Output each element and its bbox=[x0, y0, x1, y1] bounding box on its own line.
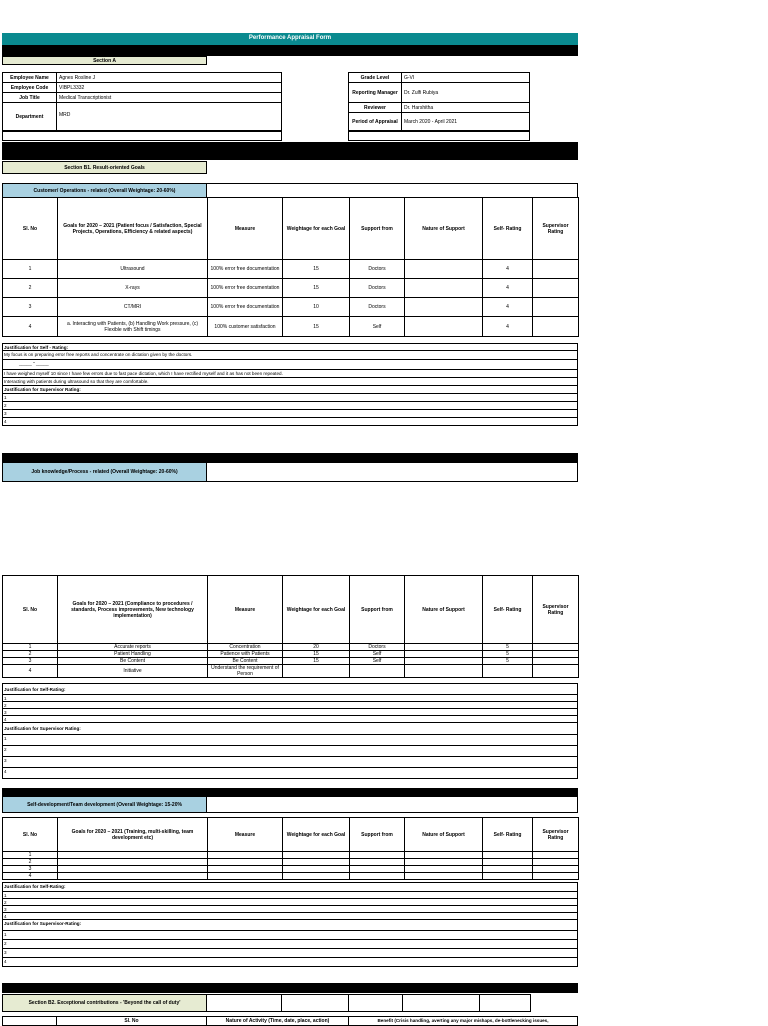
list-item: 3 bbox=[2, 757, 578, 768]
col-support: Support from bbox=[350, 198, 405, 260]
b2-col-benefit: Benefit (Crisis handling, averting any major mishaps, de-bottlenecking issues, bbox=[348, 1016, 578, 1026]
col-slno: Sl. No bbox=[3, 198, 58, 260]
table-row bbox=[3, 859, 579, 866]
row-weight: 15 bbox=[283, 651, 350, 658]
section-b2-label: Section B2. Exceptional contributions - 'Beyond the call of duty' bbox=[2, 994, 207, 1012]
b2-col-nature: Nature of Activity (Time, date, place, action) bbox=[206, 1016, 349, 1026]
row-measure: Understand the requirement of Person bbox=[208, 665, 283, 678]
row-goal: CT/MRI bbox=[58, 298, 208, 317]
col-supervisor: Supervisor Rating bbox=[533, 198, 579, 260]
row-goal: Initiative bbox=[58, 665, 208, 678]
table-row bbox=[3, 873, 579, 880]
row-no: 4 bbox=[3, 873, 58, 880]
section-a-label: Section A bbox=[2, 56, 207, 65]
reviewer-value: Dr. Harshitha bbox=[401, 102, 530, 113]
form-title: Performance Appraisal Form bbox=[2, 33, 578, 45]
list-item: 1 bbox=[2, 931, 578, 940]
row-measure: 100% error free documentation bbox=[208, 279, 283, 298]
row-goal: Accurate reports bbox=[58, 644, 208, 651]
col-goals: Goals for 2020 – 2021 (Training, multi-skilling, team development etc) bbox=[58, 818, 208, 852]
col-slno: Sl. No bbox=[3, 818, 58, 852]
just-sup-label: Justification for Supervisor Rating: bbox=[2, 723, 578, 735]
row-measure: Patience with Patients bbox=[208, 651, 283, 658]
row-nature bbox=[405, 317, 483, 337]
list-item: 3 bbox=[2, 709, 578, 716]
row-supervisor bbox=[533, 651, 579, 658]
col-self: Self- Rating bbox=[483, 818, 533, 852]
col-self: Self- Rating bbox=[483, 576, 533, 644]
divider-bar bbox=[2, 142, 578, 160]
row-self: 4 bbox=[483, 298, 533, 317]
row-weight: 15 bbox=[283, 260, 350, 279]
row-self: 4 bbox=[483, 317, 533, 337]
table-row bbox=[3, 317, 579, 337]
divider-bar bbox=[2, 788, 578, 796]
row-nature bbox=[405, 644, 483, 651]
row-self: 5 bbox=[483, 651, 533, 658]
period-value: March 2020 - April 2021 bbox=[401, 112, 530, 132]
col-nature: Nature of Support bbox=[405, 576, 483, 644]
col-weightage: Weightage for each Goal bbox=[283, 818, 350, 852]
col-weightage: Weightage for each Goal bbox=[283, 198, 350, 260]
employee-code-label: Employee Code bbox=[2, 82, 57, 93]
blank-cell bbox=[402, 994, 480, 1012]
row-nature bbox=[405, 658, 483, 665]
list-item: 3 bbox=[2, 906, 578, 913]
self-dev-label: Self-development/Team development (Overall Weightage: 15-20% bbox=[2, 796, 207, 813]
reporting-manager-value: Dr. Zulfi Rubiya bbox=[401, 82, 530, 103]
just-self-label: Justification for Self - Rating: bbox=[2, 343, 578, 351]
justification-block-1 bbox=[2, 343, 578, 426]
list-item: 4 bbox=[2, 958, 578, 967]
grade-level-value: G-VI bbox=[401, 72, 530, 83]
divider-bar bbox=[2, 45, 578, 56]
row-supervisor bbox=[533, 317, 579, 337]
row-support: Self bbox=[350, 651, 405, 658]
table-row bbox=[3, 298, 579, 317]
reporting-manager-label: Reporting Manager bbox=[348, 82, 402, 103]
col-goals: Goals for 2020 – 2021 (Patient focus / Satisfaction, Special Projects, Operations, Efficiency & related aspects) bbox=[58, 198, 208, 260]
b2-blank bbox=[2, 1016, 57, 1026]
row-support: Doctors bbox=[350, 298, 405, 317]
col-measure: Measure bbox=[208, 576, 283, 644]
row-supervisor bbox=[533, 298, 579, 317]
col-weightage: Weightage for each Goal bbox=[283, 576, 350, 644]
reviewer-label: Reviewer bbox=[348, 102, 402, 113]
table-row bbox=[3, 658, 579, 665]
list-item: 1 bbox=[2, 394, 578, 402]
row-measure: 100% error free documentation bbox=[208, 298, 283, 317]
row-support bbox=[350, 665, 405, 678]
table-row bbox=[3, 651, 579, 658]
just-self-label: Justification for Self-Rating: bbox=[2, 882, 578, 892]
row-weight: 15 bbox=[283, 658, 350, 665]
row-goal: Patient Handling bbox=[58, 651, 208, 658]
list-item: 4 bbox=[2, 418, 578, 426]
row-goal: Be Content bbox=[58, 658, 208, 665]
job-title-label: Job Title bbox=[2, 92, 57, 103]
blank-cell bbox=[479, 994, 531, 1012]
blank-cell bbox=[348, 994, 403, 1012]
list-item: 1 bbox=[2, 695, 578, 702]
row-supervisor bbox=[533, 658, 579, 665]
list-item: 2 bbox=[2, 746, 578, 757]
list-item: 2 bbox=[2, 899, 578, 906]
row-self: 5 bbox=[483, 644, 533, 651]
divider-bar bbox=[2, 453, 578, 462]
list-item: 1 bbox=[2, 735, 578, 746]
row-weight bbox=[283, 665, 350, 678]
col-self: Self- Rating bbox=[483, 198, 533, 260]
just-line: Interacting with patients during ultrasound so that they are comfortable. bbox=[2, 378, 578, 386]
row-no: 2 bbox=[3, 279, 58, 298]
blank-cell bbox=[206, 183, 578, 198]
b2-col-slno: SI. No bbox=[56, 1016, 207, 1026]
employee-code-value: VIBPL3332 bbox=[56, 82, 282, 93]
row-measure: 100% error free documentation bbox=[208, 260, 283, 279]
row-self: 5 bbox=[483, 658, 533, 665]
list-item: 4 bbox=[2, 768, 578, 779]
col-support: Support from bbox=[350, 576, 405, 644]
row-support: Doctors bbox=[350, 644, 405, 651]
row-goal: a. Interacting with Patients, (b) Handling Work pressure, (c) Flexible with Shift timings bbox=[58, 317, 208, 337]
blank-cell bbox=[206, 994, 282, 1012]
just-self-label: Justification for Self-Rating: bbox=[2, 683, 578, 695]
just-line: My focus is on preparing error free reports and concentrate on dictation given by the doctors. bbox=[2, 351, 578, 360]
row-nature bbox=[405, 298, 483, 317]
table-row bbox=[3, 279, 579, 298]
row-measure: Be Content bbox=[208, 658, 283, 665]
blank-cell bbox=[281, 994, 349, 1012]
table-row bbox=[3, 260, 579, 279]
job-title-value: Medical Transcriptionist bbox=[56, 92, 282, 103]
row-no: 1 bbox=[3, 644, 58, 651]
justification-block-2 bbox=[2, 683, 578, 779]
col-supervisor: Supervisor Rating bbox=[533, 818, 579, 852]
row-self bbox=[483, 665, 533, 678]
goals-table-1 bbox=[2, 197, 579, 337]
table-row bbox=[3, 866, 579, 873]
list-item: 4 bbox=[2, 913, 578, 920]
customer-ops-label: Customer/ Operations - related (Overall Weightage: 20-60%) bbox=[2, 183, 207, 198]
blank-cell bbox=[206, 796, 578, 813]
row-nature bbox=[405, 651, 483, 658]
row-support: Doctors bbox=[350, 279, 405, 298]
just-line: I have weighed myself 10 since I have few errors due to fast pace dictation, which I have rectified myself and it as has not been repeated. bbox=[2, 370, 578, 378]
row-no: 3 bbox=[3, 866, 58, 873]
row-no: 4 bbox=[3, 665, 58, 678]
row-measure: Concentration bbox=[208, 644, 283, 651]
row-weight: 15 bbox=[283, 317, 350, 337]
grade-level-label: Grade Level bbox=[348, 72, 402, 83]
row-support: Self bbox=[350, 317, 405, 337]
row-weight: 15 bbox=[283, 279, 350, 298]
row-weight: 20 bbox=[283, 644, 350, 651]
row-goal: Ultrasound bbox=[58, 260, 208, 279]
list-item: 3 bbox=[2, 410, 578, 418]
list-item: 2 bbox=[2, 702, 578, 709]
employee-name-label: Employee Name bbox=[2, 72, 57, 83]
row-supervisor bbox=[533, 644, 579, 651]
blank-row bbox=[348, 130, 530, 141]
col-slno: Sl. No bbox=[3, 576, 58, 644]
row-supervisor bbox=[533, 279, 579, 298]
table-row bbox=[3, 644, 579, 651]
goals-table-2 bbox=[2, 575, 579, 678]
divider-bar bbox=[2, 983, 578, 993]
row-nature bbox=[405, 260, 483, 279]
period-label: Period of Appraisal bbox=[348, 112, 402, 132]
job-knowledge-label: Job knowledge/Process - related (Overall Weightage: 20-60%) bbox=[2, 462, 207, 482]
row-supervisor bbox=[533, 260, 579, 279]
row-self: 4 bbox=[483, 260, 533, 279]
row-no: 1 bbox=[3, 852, 58, 859]
row-no: 2 bbox=[3, 651, 58, 658]
row-measure: 100% customer satisfaction bbox=[208, 317, 283, 337]
row-no: 3 bbox=[3, 658, 58, 665]
col-nature: Nature of Support bbox=[405, 818, 483, 852]
row-no: 1 bbox=[3, 260, 58, 279]
row-self: 4 bbox=[483, 279, 533, 298]
col-goals: Goals for 2020 – 2021 (Compliance to procedures / standards, Process improvements, New technology implementation) bbox=[58, 576, 208, 644]
row-supervisor bbox=[533, 665, 579, 678]
list-item: 4 bbox=[2, 716, 578, 723]
col-supervisor: Supervisor Rating bbox=[533, 576, 579, 644]
row-nature bbox=[405, 279, 483, 298]
blank-cell bbox=[206, 462, 578, 482]
row-support: Self bbox=[350, 658, 405, 665]
table-row bbox=[3, 852, 579, 859]
list-item: 1 bbox=[2, 892, 578, 899]
col-nature: Nature of Support bbox=[405, 198, 483, 260]
row-nature bbox=[405, 665, 483, 678]
blank-row bbox=[2, 130, 282, 141]
justification-block-3 bbox=[2, 882, 578, 967]
list-item: 2 bbox=[2, 402, 578, 410]
employee-name-value: Agnes Rosline J bbox=[56, 72, 282, 83]
row-no: 3 bbox=[3, 298, 58, 317]
col-measure: Measure bbox=[208, 198, 283, 260]
goals-table-3 bbox=[2, 817, 579, 880]
list-item: 2 bbox=[2, 940, 578, 949]
department-value: MRD bbox=[56, 102, 282, 132]
col-measure: Measure bbox=[208, 818, 283, 852]
row-weight: 10 bbox=[283, 298, 350, 317]
row-no: 2 bbox=[3, 859, 58, 866]
section-b1-label: Section B1. Result-oriented Goals bbox=[2, 161, 207, 174]
col-support: Support from bbox=[350, 818, 405, 852]
table-row bbox=[3, 665, 579, 678]
just-sup-label: Justification for Supervisor Rating: bbox=[2, 386, 578, 394]
just-line: _____ " _____ bbox=[2, 360, 578, 370]
department-label: Department bbox=[2, 102, 57, 132]
just-sup-label: Justification for Supervisor-Rating: bbox=[2, 920, 578, 931]
row-support: Doctors bbox=[350, 260, 405, 279]
list-item: 3 bbox=[2, 949, 578, 958]
row-no: 4 bbox=[3, 317, 58, 337]
row-goal: X-rays bbox=[58, 279, 208, 298]
